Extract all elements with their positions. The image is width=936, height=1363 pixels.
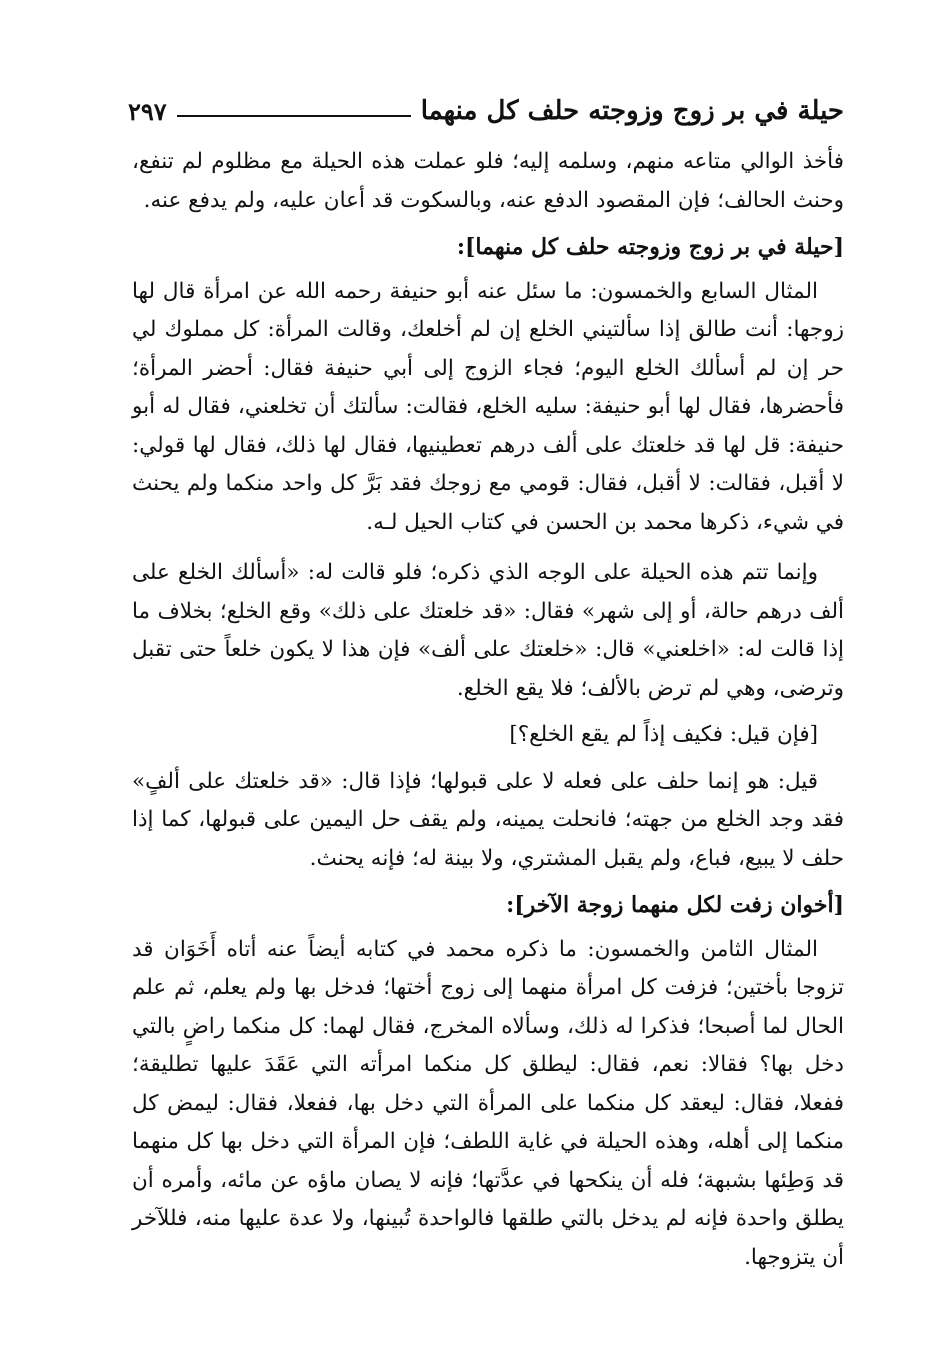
paragraph-intro: فأخذ الوالي متاعه منهم، وسلمه إليه؛ فلو عملت هذه الحيلة مع مظلوم لم تنفع، وحنث الحالف؛ فإن المقصود الدفع عنه، وبالسكوت قد أعان عليه، ولم يدفع عنه. <box>132 149 844 213</box>
section-heading: [حيلة في بر زوج وزوجته حلف كل منهما]: <box>456 234 844 260</box>
paragraph-example-57: المثال السابع والخمسون: ما سئل عنه أبو حنيفة رحمه الله عن امرأة قال لها زوجها: أنت طالق إذا سألتيني الخلع إن لم أخلعك، وقالت المرأة: كل مملوك لي حر إن لم أسألك الخلع اليوم؛ فجاء الزوج إلى أبي حنيفة فقال: أحضر المرأة؛ فأحضرها، فقال لها أبو حنيفة: سليه الخلع، فقالت: سألتك أن تخلعني، فقال له أبو حنيفة: قل لها قد خلعتك على ألف درهم تعطينيها، فقال لها ذلك، فقال لها قولي: لا أقبل، فقالت: لا أقبل، فقال: قومي مع زوجك فقد بَرَّ كل واحد منكما ولم يحنث في شيء، ذكرها محمد بن الحسن في كتاب الحيل لـه. <box>132 278 844 535</box>
section-heading: [أخوان زفت لكل منهما زوجة الآخر]: <box>506 892 844 918</box>
header-rule <box>177 115 411 117</box>
paragraph-explanation: وإنما تتم هذه الحيلة على الوجه الذي ذكره؛ فلو قالت له: «أسألك الخلع على ألف درهم حالة، أو إلى شهر» فقال: «قد خلعتك على ذلك» وقع الخلع؛ بخلاف ما إذا قالت له: «اخلعني» قال: «خلعتك على ألف» فإن هذا لا يكون خلعاً حتى تقبل وترضى، وهي لم ترض بالألف؛ فلا يقع الخلع. <box>132 560 844 701</box>
paragraph-question: [فإن قيل: فكيف إذاً لم يقع الخلع؟] <box>509 722 818 747</box>
paragraph-answer: قيل: هو إنما حلف على فعله لا على قبولها؛ فإذا قال: «قد خلعتك على ألفٍ» فقد وجد الخلع من جهته؛ فانحلت يمينه، ولم يقف حل اليمين على قبولها، كما إذا حلف لا يبيع، فباع، ولم يقبل المشتري، ولا بينة له؛ فإنه يحنث. <box>132 768 844 871</box>
page-number: ٢٩٧ <box>128 97 167 126</box>
paragraph-example-58: المثال الثامن والخمسون: ما ذكره محمد في كتابه أيضاً عنه أتاه أَخَوَان قد تزوجا بأختين؛ فزفت كل امرأة منهما إلى زوج أختها؛ فدخل بها ولم يعلم، ثم علم الحال لما أصبحا؛ فذكرا له ذلك، وسألاه المخرج، فقال لهما: كل منكما راضٍ بالتي دخل بها؟ فقالا: نعم، فقال: ليطلق كل منكما امرأته التي عَقَدَ عليها تطليقة؛ ففعلا، فقال: ليعقد كل منكما على المرأة التي دخل بها، ففعلا، فقال: ليمض كل منكما إلى أهله، وهذه الحيلة في غاية اللطف؛ فإن المرأة التي دخل بها كل منهما قد وَطِئها بشبهة؛ فله أن ينكحها في عدَّتها؛ فإنه لا يصان ماؤه عن مائه، وأمره أن يطلق واحدة فإنه لم يدخل بالتي طلقها فالواحدة تُبينها، ولا عدة عليها منه، فللآخر أن يتزوجها. <box>132 936 844 1270</box>
page-header <box>128 80 844 126</box>
running-title: حيلة في بر زوج وزوجته حلف كل منهما <box>420 96 844 126</box>
page-body <box>132 143 844 1277</box>
